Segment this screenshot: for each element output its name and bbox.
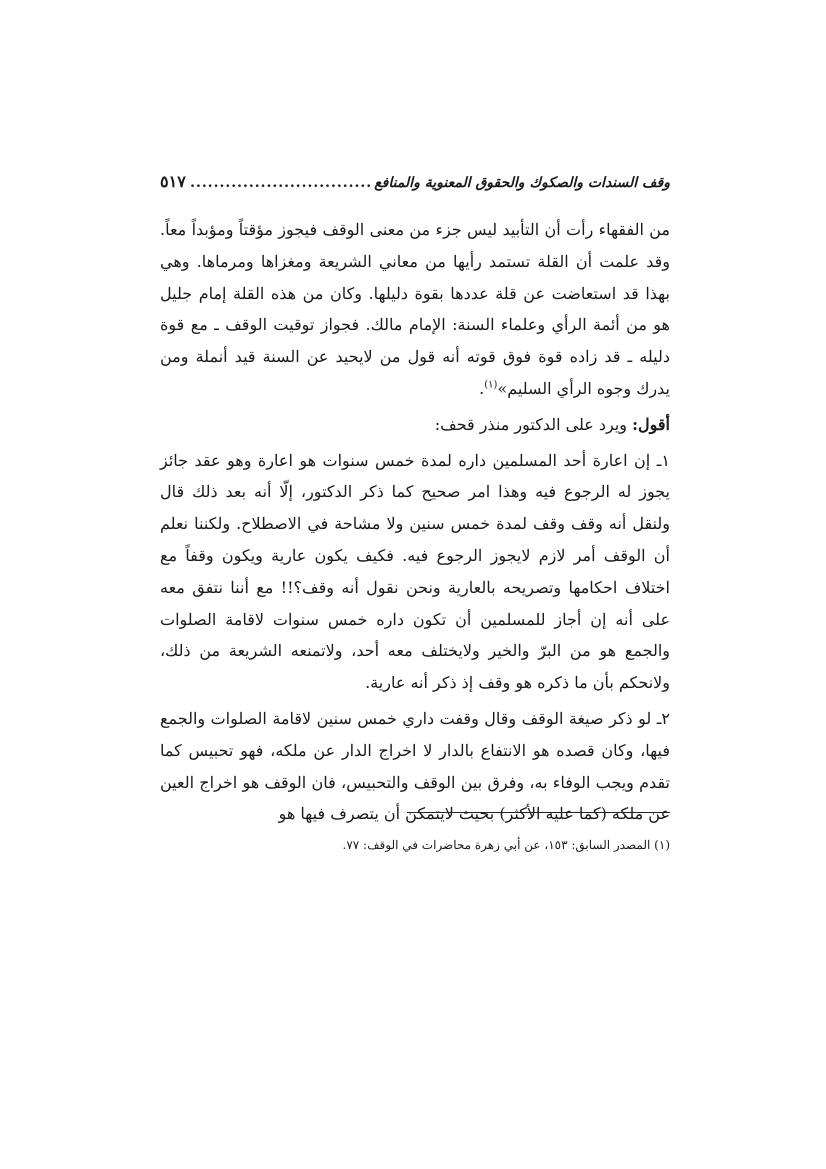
page-number: ٥١٧ [160,172,186,191]
footnote-reference: (١) [484,379,498,391]
quote-text: من الفقهاء رأت أن التأبيد ليس جزء من معنى الوقف فيجوز مؤقتاً ومؤبداً معاً. وقد علمت أن القلة تستمد رأيها من معاني الشريعة ومغزاها ومرماها. وهي بهذا قد استعاضت عن قلة عددها بقوة دليلها. وكان من هذه القلة إمام جليل هو من أئمة الرأي وعلماء السنة: الإمام مالك. فجواز توقيت الوقف ـ مع قوة دليله ـ قد زاده قوة فوق قوته أنه قول من لايحيد عن السنة قيد أنملة ومن يدرك وجوه الرأي السليم» [160,220,671,398]
aqulu-text: ويرد على الدكتور منذر قحف: [434,414,633,434]
aqulu-label: أقول: [632,414,670,434]
aqulu-paragraph [160,409,670,441]
main-text [160,214,670,830]
quote-paragraph [160,214,670,405]
point-1-paragraph: ١ـ إن اعارة أحد المسلمين داره لمدة خمس سنوات هو اعارة وهو عقد جائز يجوز له الرجوع فيه وهذا امر صحيح كما ذكر الدكتور، إلّا أنه بعد ذلك قال ولنقل أنه وقف وقف لمدة خمس سنين ولا مشاحة في الاصطلاح. ولكننا نعلم أن الوقف أمر لازم لايجوز الرجوع فيه. فكيف يكون عارية ويكون وقفاً مع اختلاف احكامها وتصريحه بالعارية ونحن نقول أنه وقف؟!! مع أننا نتفق معه على أنه إن أجاز للمسلمين أن تكون داره خمس سنوات لاقامة الصلوات والجمع هو من البرّ والخير ولايختلف معه أحد، ولاتمنعه الشريعة من ذلك، ولانحكم بأن ما ذكره هو وقف إذ ذكر أنه عارية. [160,450,671,693]
quote-end: . [479,378,485,398]
header-title: وقف السندات والصكوك والحقوق المعنوية والمنافع [374,175,670,191]
header-leader-dots: ............................... [190,175,373,191]
running-header [160,172,670,198]
point-2-paragraph: ٢ـ لو ذكر صيغة الوقف وقال وقفت داري خمس سنين لاقامة الصلوات والجمع فيها، وكان قصده هو الانتفاع بالدار لا اخراج الدار عن ملكه، فهو تحبيس كما تقدم ويجب الوفاء به، وفرق بين الوقف والتحبيس، فان الوقف هو اخراج العين عن ملكه (كما عليه الأكثر) بحيث لايتمكن أن يتصرف فيها هو [160,708,670,824]
footnote: (١) المصدر السابق: ١٥٣، عن أبي زهرة محاضرات في الوقف: ٧٧. [342,838,670,852]
footnote-divider [407,812,670,813]
